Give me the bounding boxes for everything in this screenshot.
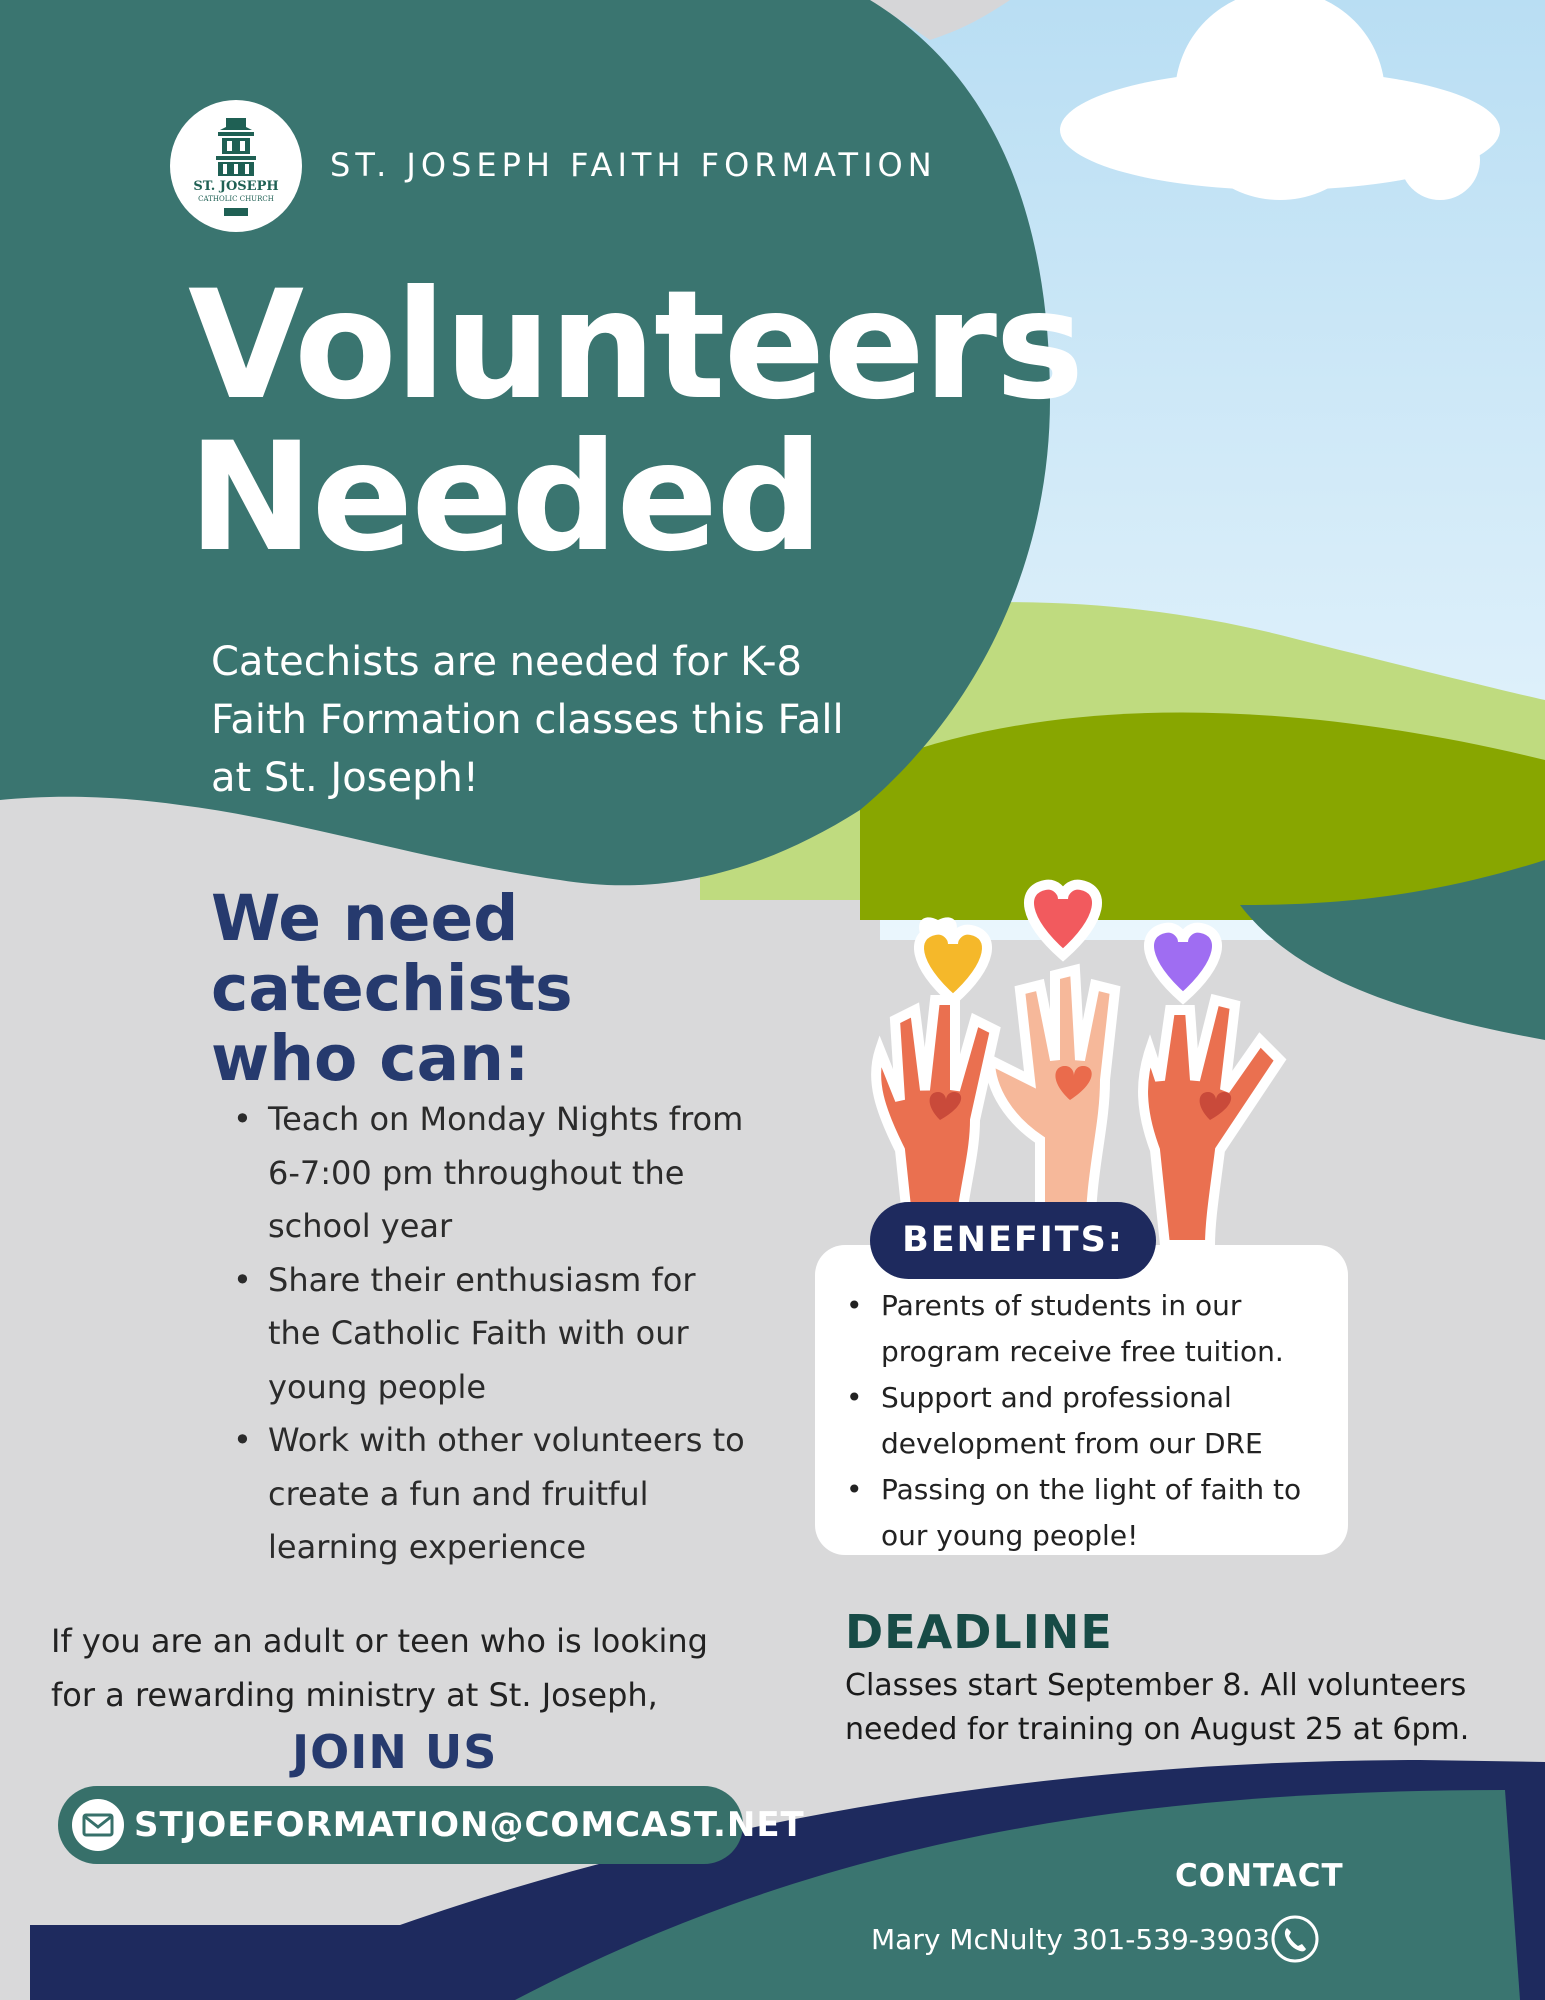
need-item: • Teach on Monday Nights from 6-7:00 pm throughout the school year [233, 1093, 753, 1254]
page-title [188, 259, 1083, 585]
need-heading-line: who can: [211, 1022, 530, 1095]
need-heading [211, 884, 573, 1094]
benefit-item: • Passing on the light of faith to our young people! [846, 1467, 1326, 1559]
benefit-item: • Support and professional development from our DRE [846, 1375, 1326, 1467]
benefits-label: BENEFITS: [870, 1202, 1156, 1279]
contact-text: Mary McNulty 301-539-3903 [871, 1923, 1271, 1956]
phone-icon [1270, 1914, 1320, 1964]
email-icon [72, 1799, 124, 1851]
logo-text-name: ST. JOSEPH [193, 179, 279, 194]
benefits-list [846, 1283, 1326, 1559]
hands-hearts-illustration [876, 885, 1280, 1245]
deadline-heading: DEADLINE [845, 1605, 1113, 1659]
deadline-text: Classes start September 8. All volunteers needed for training on August 25 at 6pm. [845, 1668, 1470, 1747]
need-item: • Work with other volunteers to create a fun and fruitful learning experience [233, 1414, 753, 1575]
join-text: If you are an adult or teen who is looking for a rewarding ministry at St. Joseph, [51, 1622, 708, 1714]
logo-icon [170, 100, 302, 232]
benefit-item: • Parents of students in our program receive free tuition. [846, 1283, 1326, 1375]
need-item: • Share their enthusiasm for the Catholic Faith with our young people [233, 1254, 753, 1415]
title-line-2: Needed [188, 411, 822, 585]
contact-heading: CONTACT [1175, 1858, 1344, 1894]
need-heading-line: catechists [211, 952, 573, 1025]
email-link[interactable]: STJOEFORMATION@COMCAST.NET [134, 1805, 805, 1845]
org-name: ST. JOSEPH FAITH FORMATION [330, 146, 937, 184]
need-heading-line: We need [211, 882, 519, 955]
join-us-heading: JOIN US [292, 1725, 498, 1779]
need-list [233, 1093, 753, 1575]
cloud-puff [1400, 120, 1480, 200]
logo-text-church: CATHOLIC CHURCH [198, 195, 274, 203]
title-line-1: Volunteers [188, 259, 1083, 433]
intro-text: Catechists are needed for K-8 Faith Formation classes this Fall at St. Joseph! [211, 639, 844, 801]
